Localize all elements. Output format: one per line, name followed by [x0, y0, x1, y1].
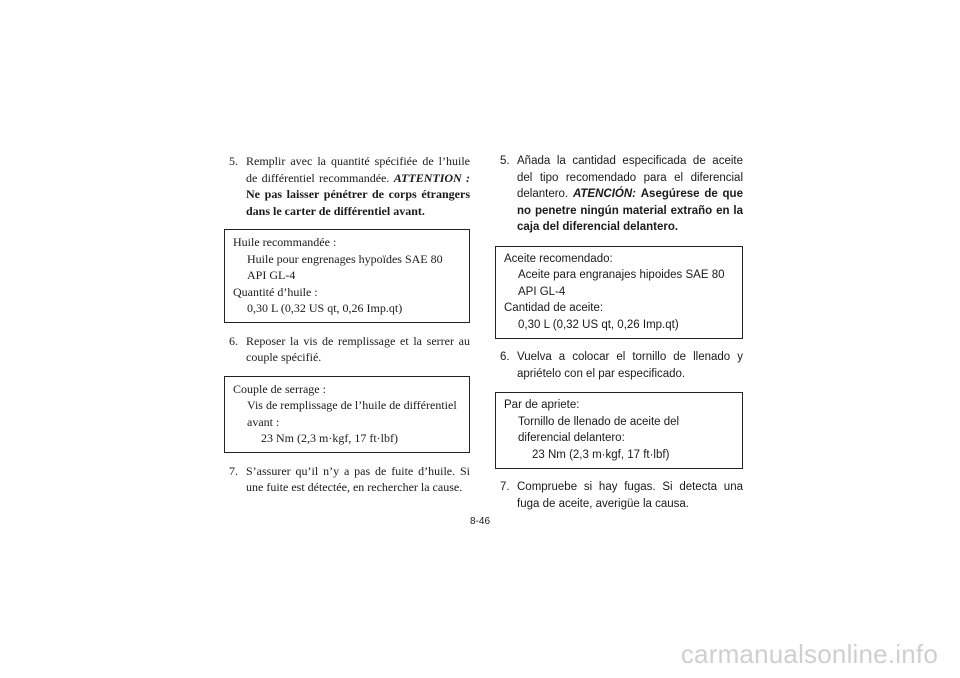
torque-value: 23 Nm (2,3 m·kgf, 17 ft·lbf) [261, 431, 398, 445]
french-column [224, 153, 470, 496]
spec-label: Couple de serrage : [233, 381, 326, 396]
attention-text: Asegúrese de que no penetre ningún material extraño en la caja del diferencial delantero. [517, 188, 743, 233]
step-7-fr [224, 463, 470, 496]
step-text: Compruebe si hay fugas. Si detecta una fuga de aceite, averigüe la causa. [517, 481, 743, 510]
spec-label: Aceite recomendado: [504, 252, 613, 265]
watermark: carmanualsonline.info [680, 639, 938, 669]
step-6-fr [224, 333, 470, 366]
torque-value: 23 Nm (2,3 m·kgf, 17 ft·lbf) [532, 448, 670, 461]
step-number: 5. [229, 154, 238, 168]
step-5-es [495, 153, 743, 236]
spec-value: Aceite para engranajes hipoides SAE 80 API GL-4 [518, 269, 725, 298]
spec-box-torque-fr [224, 376, 470, 453]
spec-value: Vis de remplissage de l’huile de différentiel avant : [247, 398, 457, 429]
step-number: 7. [229, 463, 238, 478]
step-text: Reposer la vis de remplissage et la serrer au couple spécifié. [246, 333, 470, 364]
step-text: Añada la cantidad especificada de aceite del tipo recomendado para el diferencial delantero. [517, 155, 743, 200]
step-number: 7. [500, 481, 510, 493]
spec-value: Tornillo de llenado de aceite del diferencial delantero: [518, 415, 680, 444]
step-5-fr [224, 153, 470, 219]
spec-box-oil-es [495, 246, 743, 340]
step-text: Remplir avec la quantité spécifiée de l’huile de différentiel recommandée. [246, 154, 470, 185]
step-text: S’assurer qu’il n’y a pas de fuite d’huile. Si une fuite est détectée, en rechercher la cause. [246, 463, 470, 494]
spec-value: 0,30 L (0,32 US qt, 0,26 Imp.qt) [247, 301, 403, 315]
spec-value: Huile pour engrenages hypoïdes SAE 80 API GL-4 [247, 251, 443, 282]
spec-value: 0,30 L (0,32 US qt, 0,26 Imp.qt) [518, 318, 679, 331]
step-number: 6. [229, 333, 238, 348]
step-number: 5. [500, 155, 510, 167]
spec-label: Par de apriete: [504, 399, 580, 411]
spec-label: Cantidad de aceite: [504, 302, 604, 314]
spanish-column [495, 153, 743, 512]
step-7-es [495, 479, 743, 512]
attention-label: ATTENTION : [393, 170, 471, 185]
attention-text: Ne pas laisser pénétrer de corps étrangers dans le carter de différentiel avant. [246, 187, 470, 218]
step-number: 6. [500, 351, 510, 363]
spec-label: Quantité d’huile : [233, 284, 318, 299]
attention-label: ATENCIÓN: [572, 188, 636, 200]
spec-box-torque-es [495, 392, 743, 469]
spec-label: Huile recommandée : [233, 235, 337, 249]
step-6-es [495, 349, 743, 382]
page-number: 8-46 [469, 516, 490, 527]
spec-box-oil-fr [224, 229, 470, 323]
step-text: Vuelva a colocar el tornillo de llenado y apriételo con el par especificado. [517, 351, 743, 380]
